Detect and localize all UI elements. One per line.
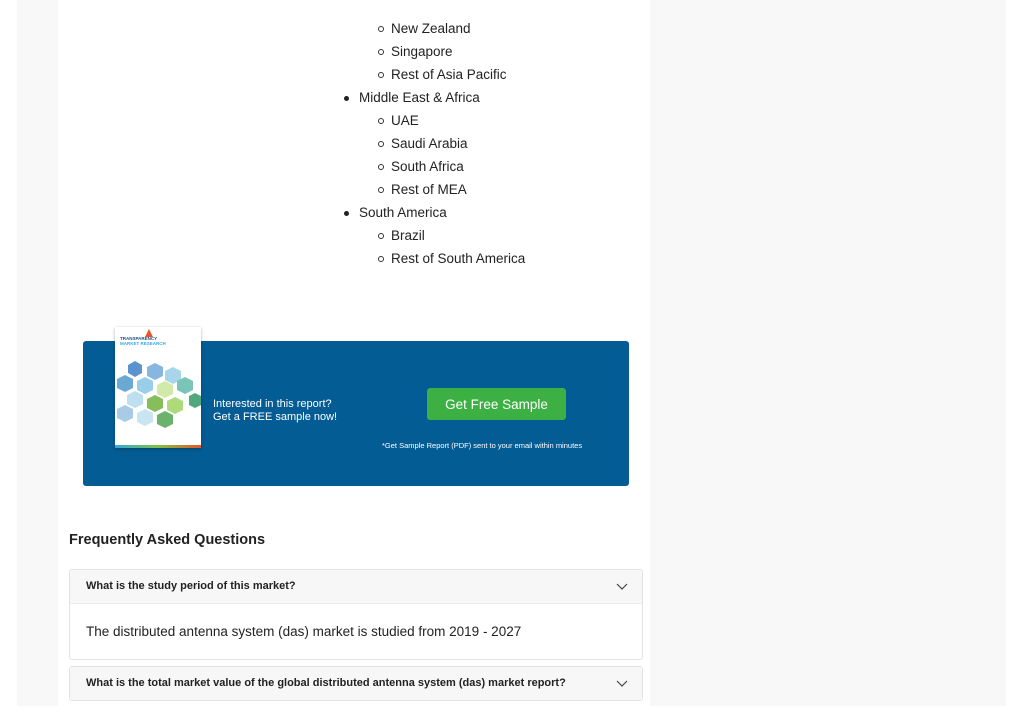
faq-item [69,666,643,701]
region-item: Brazil [342,224,525,247]
banner-line-1: Interested in this report? [213,398,332,410]
faq-item [69,569,643,660]
sample-note: *Get Sample Report (PDF) sent to your email within minutes [382,441,583,450]
faq-question-toggle[interactable] [70,570,642,603]
region-item: Middle East & Africa [342,86,525,109]
region-item: Rest of Asia Pacific [342,63,525,86]
faq-question: What is the total market value of the global distributed antenna system (das) market report? [86,677,566,689]
banner-line-2: Get a FREE sample now! [213,411,338,423]
cover-logo: TRANSPARENCY MARKET RESEARCH [120,336,166,346]
faq-question-toggle[interactable] [70,667,642,700]
region-item: Singapore [342,40,525,63]
chevron-down-icon [616,582,628,592]
region-item: South Africa [342,155,525,178]
chevron-down-icon [616,679,628,689]
faq-heading: Frequently Asked Questions [69,532,266,548]
get-free-sample-button[interactable]: Get Free Sample [427,388,566,420]
region-list [342,17,525,270]
faq-answer: The distributed antenna system (das) market is studied from 2019 - 2027 [70,603,642,659]
region-item: Saudi Arabia [342,132,525,155]
cover-stripe [115,445,201,448]
region-item: UAE [342,109,525,132]
region-item: New Zealand [342,17,525,40]
region-item: Rest of MEA [342,178,525,201]
right-sidebar [655,17,1006,706]
report-cover-image [115,327,201,448]
region-item: South America [342,201,525,224]
banner-message [213,398,337,424]
faq-question: What is the study period of this market? [86,580,296,592]
region-item: Rest of South America [342,247,525,270]
hexagon-pattern-icon [115,327,201,448]
